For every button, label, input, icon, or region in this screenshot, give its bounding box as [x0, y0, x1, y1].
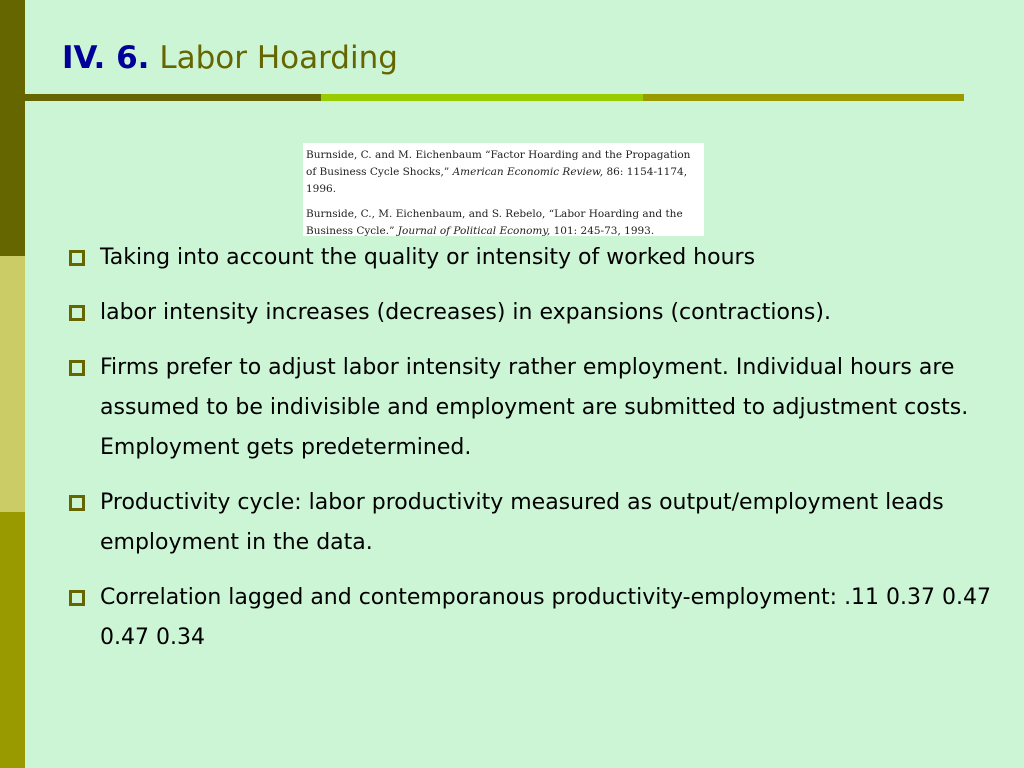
reference-authors: Burnside, C. and M. Eichenbaum “Factor Hoarding and the Propagation of Business Cycle Shocks,” [306, 149, 691, 178]
bullet-text: Taking into account the quality or intensity of worked hours [100, 245, 756, 270]
square-bullet-icon [69, 305, 85, 321]
square-bullet-icon [69, 360, 85, 376]
left-bar-top-segment [0, 0, 25, 256]
bullet-list [62, 238, 992, 673]
bullet-item [62, 238, 992, 278]
slide-title-number: IV. 6. [62, 40, 150, 76]
bullet-item [62, 348, 992, 468]
bullet-item [62, 293, 992, 333]
reference-details: 86: 1154-1174, 1996. [306, 166, 688, 195]
references-image [303, 143, 704, 236]
title-rule-olive [643, 94, 964, 101]
left-bar-middle-segment [0, 256, 25, 512]
bullet-text: Correlation lagged and contemporanous productivity-employment: .11 0.37 0.47 0.47 0.34 [100, 585, 992, 650]
square-bullet-icon [69, 250, 85, 266]
title-rule-dark [25, 94, 321, 101]
bullet-item [62, 578, 992, 658]
left-accent-bar [0, 0, 25, 768]
bullet-text: Productivity cycle: labor productivity measured as output/employment leads employment in the data. [100, 490, 944, 555]
reference-item [306, 147, 698, 198]
reference-authors: Burnside, C., M. Eichenbaum, and S. Rebelo, “Labor Hoarding and the Business Cycle.” [306, 208, 683, 236]
slide-title-text: Labor Hoarding [159, 40, 398, 76]
reference-item [306, 206, 698, 236]
reference-journal: Journal of Political Economy, [397, 225, 551, 236]
reference-details: 101: 245-73, 1993. [553, 225, 655, 236]
slide-title [62, 38, 398, 78]
title-rule-green [321, 94, 643, 101]
square-bullet-icon [69, 590, 85, 606]
bullet-text: Firms prefer to adjust labor intensity rather employment. Individual hours are assumed to be indivisible and employment are submitted to adjustment costs. Employment gets predetermined. [100, 355, 969, 460]
bullet-text: labor intensity increases (decreases) in expansions (contractions). [100, 300, 831, 325]
square-bullet-icon [69, 495, 85, 511]
reference-journal: American Economic Review, [452, 166, 604, 178]
left-bar-bottom-segment [0, 512, 25, 768]
bullet-item [62, 483, 992, 563]
